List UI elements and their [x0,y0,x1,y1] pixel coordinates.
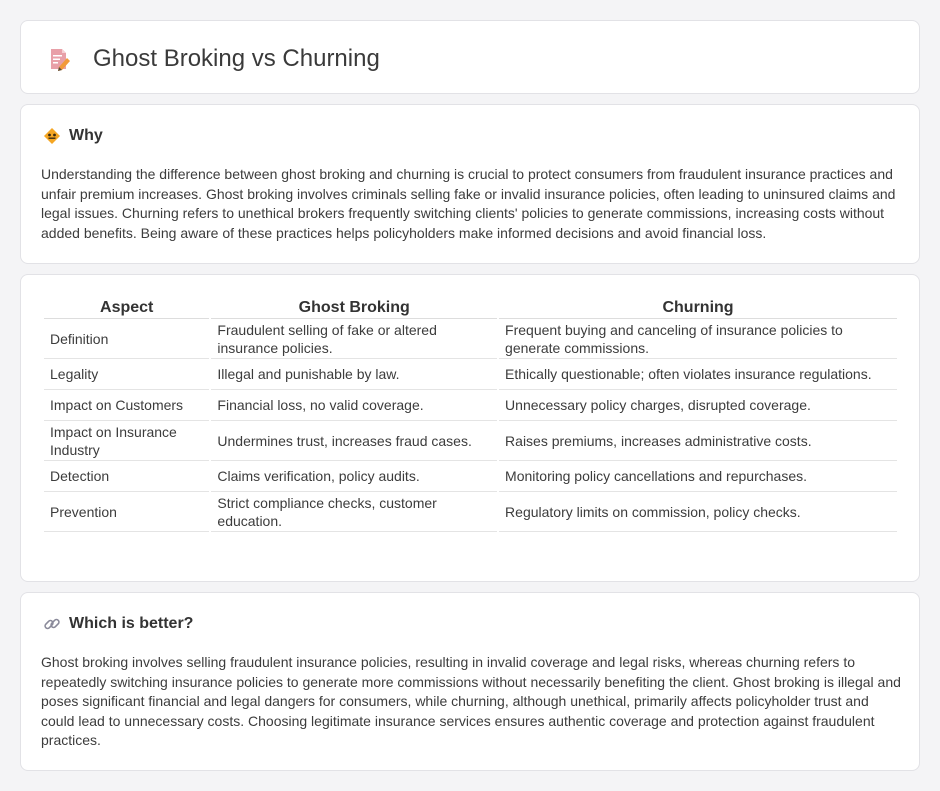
page-title: Ghost Broking vs Churning [93,45,380,72]
header-churning: Churning [499,297,897,319]
table-row [44,390,897,421]
why-card [20,104,920,264]
better-heading [43,615,193,633]
row-aspect: Impact on Insurance Industry [44,421,209,461]
table-row [44,421,897,461]
row-ghost-broking: Undermines trust, increases fraud cases. [211,421,497,461]
row-aspect: Impact on Customers [44,390,209,421]
comparison-card [20,274,920,582]
row-ghost-broking: Strict compliance checks, customer education. [211,492,497,532]
row-churning: Raises premiums, increases administrative costs. [499,421,897,461]
link-icon [43,615,61,633]
better-title: Which is better? [69,615,194,632]
row-churning: Regulatory limits on commission, policy checks. [499,492,897,532]
row-ghost-broking: Fraudulent selling of fake or altered insurance policies. [211,319,497,359]
which-is-better-card [20,592,920,771]
row-ghost-broking: Illegal and punishable by law. [211,359,497,390]
title-card [20,20,920,94]
title-row [47,45,380,73]
document-pencil-icon [47,47,71,71]
why-heading [43,127,103,145]
table-row [44,492,897,532]
row-churning: Frequent buying and canceling of insurance policies to generate commissions. [499,319,897,359]
diamond-sign-icon [43,127,61,145]
table-row [44,319,897,359]
row-aspect: Prevention [44,492,209,532]
row-churning: Unnecessary policy charges, disrupted coverage. [499,390,897,421]
table-row [44,359,897,390]
row-ghost-broking: Financial loss, no valid coverage. [211,390,497,421]
row-aspect: Detection [44,461,209,492]
table-header-row [44,297,897,319]
why-text: Understanding the difference between ghost broking and churning is crucial to protect consumers from fraudulent insurance practices and unfair premium increases. Ghost broking involves criminals selling fake or invalid insurance policies, often leading to uninsured claims and legal issues. Churning refers to unethical brokers frequently switching clients' policies to generate commissions, increasing costs without added benefits. Being aware of these practices helps policyholders make informed decisions and avoid financial loss. [41,166,896,241]
better-text: Ghost broking involves selling fraudulent insurance policies, resulting in invalid coverage and legal risks, whereas churning refers to repeatedly switching insurance policies to generate more commissions without necessarily benefiting the client. Ghost broking is illegal and poses significant financial and legal dangers for consumers, while churning, although unethical, primarily affects policyholder trust and could lead to unnecessary costs. Choosing legitimate insurance services ensures authentic coverage and protection against fraudulent practices. [41,654,901,748]
row-aspect: Legality [44,359,209,390]
header-aspect: Aspect [44,297,209,319]
row-churning: Ethically questionable; often violates insurance regulations. [499,359,897,390]
header-ghost-broking: Ghost Broking [211,297,497,319]
table-row [44,461,897,492]
why-title: Why [69,127,103,144]
row-ghost-broking: Claims verification, policy audits. [211,461,497,492]
row-aspect: Definition [44,319,209,359]
row-churning: Monitoring policy cancellations and repurchases. [499,461,897,492]
comparison-table [42,297,899,532]
